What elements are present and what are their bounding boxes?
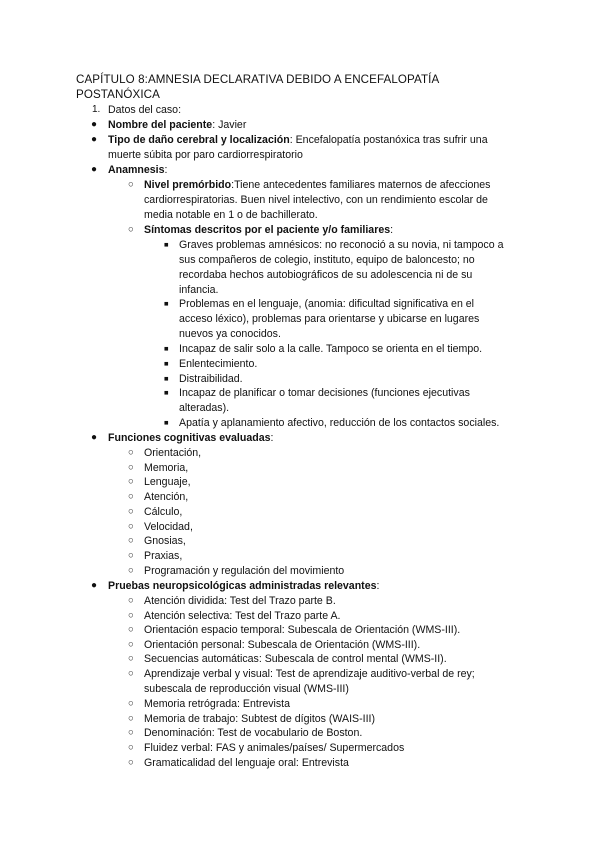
nombre-value: : Javier xyxy=(212,119,247,131)
bullet-circle: ○ xyxy=(128,506,134,517)
bullet-circle: ○ xyxy=(128,462,134,473)
anamnesis-colon: : xyxy=(164,164,168,176)
bullet-circle: ○ xyxy=(128,713,134,724)
symptom-3: Incapaz de salir solo a la calle. Tampoco se orienta en el tiempo. xyxy=(179,343,483,355)
bullet-circle: ○ xyxy=(128,639,134,650)
bullet-dot: ● xyxy=(91,119,98,130)
bullet-circle: ○ xyxy=(128,727,134,738)
prueba-item: Secuencias automáticas: Subescala de control mental (WMS-II). xyxy=(144,653,447,665)
funcion-item: Velocidad, xyxy=(144,521,193,533)
funcion-item: Gnosias, xyxy=(144,535,186,547)
funciones-heading xyxy=(108,431,273,446)
bullet-circle: ○ xyxy=(128,550,134,561)
bullet-square: ■ xyxy=(164,374,169,383)
bullet-dot: ● xyxy=(91,432,98,443)
symptom-6-line-1: Incapaz de planificar o tomar decisiones (funciones ejecutivas xyxy=(179,387,470,399)
symptom-5: Distraibilidad. xyxy=(179,373,243,385)
pruebas-heading xyxy=(108,579,379,594)
symptom-2-line-2: acceso léxico), problemas para orientarse y ubicarse en lugares xyxy=(179,313,480,325)
bullet-circle: ○ xyxy=(128,491,134,502)
bullet-circle: ○ xyxy=(128,610,134,621)
bullet-dot: ● xyxy=(91,134,98,145)
nombre-label: Nombre del paciente xyxy=(108,119,213,131)
symptom-1-line-2: sus compañeros de colegio, instituto, equipo de baloncesto; no xyxy=(179,254,475,266)
nombre-del-paciente xyxy=(108,118,246,133)
bullet-circle: ○ xyxy=(128,476,134,487)
tipo-label: Tipo de daño cerebral y localización xyxy=(108,134,290,146)
prueba-item: Gramaticalidad del lenguaje oral: Entrevista xyxy=(144,757,349,769)
bullet-circle: ○ xyxy=(128,447,134,458)
bullet-circle: ○ xyxy=(128,565,134,576)
prueba-item: Orientación espacio temporal: Subescala de Orientación (WMS-III). xyxy=(144,624,461,636)
bullet-circle: ○ xyxy=(128,521,134,532)
pruebas-colon: : xyxy=(376,580,380,592)
tipo-de-dano xyxy=(108,133,488,148)
nivel-label: Nivel premórbido xyxy=(144,179,232,191)
bullet-square: ■ xyxy=(164,344,169,353)
chapter-title-line-1: CAPÍTULO 8:AMNESIA DECLARATIVA DEBIDO A ENCEFALOPATÍA xyxy=(76,73,440,86)
bullet-square: ■ xyxy=(164,359,169,368)
symptom-2-line-1: Problemas en el lenguaje, (anomia: dificultad significativa en el xyxy=(179,298,475,310)
funcion-item: Orientación, xyxy=(144,447,202,459)
bullet-circle: ○ xyxy=(128,668,134,679)
funcion-item: Praxias, xyxy=(144,550,183,562)
bullet-circle: ○ xyxy=(128,535,134,546)
prueba-item: Memoria de trabajo: Subtest de dígitos (WAIS-III) xyxy=(144,713,375,725)
bullet-circle: ○ xyxy=(128,624,134,635)
anamnesis-label: Anamnesis xyxy=(108,164,165,176)
bullet-square: ■ xyxy=(164,299,169,308)
nivel-line-3: media notable en 1 o de bachillerato. xyxy=(144,209,318,221)
symptom-4: Enlentecimiento. xyxy=(179,358,258,370)
bullet-circle: ○ xyxy=(128,653,134,664)
bullet-square: ■ xyxy=(164,418,169,427)
symptom-7: Apatía y aplanamiento afectivo, reducción de los contactos sociales. xyxy=(179,417,500,429)
prueba-item: Atención selectiva: Test del Trazo parte A. xyxy=(144,610,341,622)
pruebas-label: Pruebas neuropsicológicas administradas relevantes xyxy=(108,580,377,592)
nivel-line-2: cardiorrespiratorias. Buen nivel intelectivo, con un rendimiento escolar de xyxy=(144,194,488,206)
bullet-circle: ○ xyxy=(128,698,134,709)
symptom-1-line-3: recordaba hechos autobiográficos de su adolescencia ni de su xyxy=(179,269,473,281)
nivel-line-1: :Tiene antecedentes familiares maternos de afecciones xyxy=(231,179,491,191)
datos-del-caso: Datos del caso: xyxy=(108,104,182,116)
funciones-colon: : xyxy=(270,432,274,444)
prueba-item: Denominación: Test de vocabulario de Boston. xyxy=(144,727,363,739)
chapter-title-line-2: POSTANÓXICA xyxy=(76,88,160,101)
prueba-item-line-1: Aprendizaje verbal y visual: Test de aprendizaje auditivo-verbal de rey; xyxy=(144,668,475,680)
bullet-circle: ○ xyxy=(128,224,134,235)
funcion-item: Atención, xyxy=(144,491,189,503)
sintomas-colon: : xyxy=(390,224,394,236)
chapter-title xyxy=(76,72,546,102)
sintomas-heading xyxy=(144,223,393,238)
bullet-dot: ● xyxy=(91,164,98,175)
bullet-circle: ○ xyxy=(128,595,134,606)
bullet-circle: ○ xyxy=(128,179,134,190)
bullet-dot: ● xyxy=(91,580,98,591)
nivel-premorbido xyxy=(144,178,490,193)
sintomas-label: Síntomas descritos por el paciente y/o familiares xyxy=(144,224,391,236)
anamnesis-heading xyxy=(108,163,167,178)
prueba-item-line-2: subescala de reproducción visual (WMS-III) xyxy=(144,683,349,695)
funcion-item: Programación y regulación del movimiento xyxy=(144,565,345,577)
prueba-item: Orientación personal: Subescala de Orientación (WMS-III). xyxy=(144,639,421,651)
prueba-item: Atención dividida: Test del Trazo parte B. xyxy=(144,595,336,607)
symptom-6-line-2: alteradas). xyxy=(179,402,230,414)
funcion-item: Lenguaje, xyxy=(144,476,191,488)
symptom-1-line-4: infancia. xyxy=(179,284,219,296)
tipo-value-line-1: : Encefalopatía postanóxica tras sufrir una xyxy=(289,134,488,146)
symptom-2-line-3: nuevos ya conocidos. xyxy=(179,328,281,340)
bullet-circle: ○ xyxy=(128,757,134,768)
tipo-value-line-2: muerte súbita por paro cardiorrespiratorio xyxy=(108,149,303,161)
symptom-1-line-1: Graves problemas amnésicos: no reconoció a su novia, ni tampoco a xyxy=(179,239,504,251)
funcion-item: Memoria, xyxy=(144,462,189,474)
bullet-square: ■ xyxy=(164,388,169,397)
funcion-item: Cálculo, xyxy=(144,506,183,518)
prueba-item: Fluidez verbal: FAS y animales/países/ Supermercados xyxy=(144,742,405,754)
bullet-square: ■ xyxy=(164,240,169,249)
bullet-circle: ○ xyxy=(128,742,134,753)
funciones-label: Funciones cognitivas evaluadas xyxy=(108,432,271,444)
number-marker-1: 1. xyxy=(92,104,101,115)
prueba-item: Memoria retrógrada: Entrevista xyxy=(144,698,291,710)
